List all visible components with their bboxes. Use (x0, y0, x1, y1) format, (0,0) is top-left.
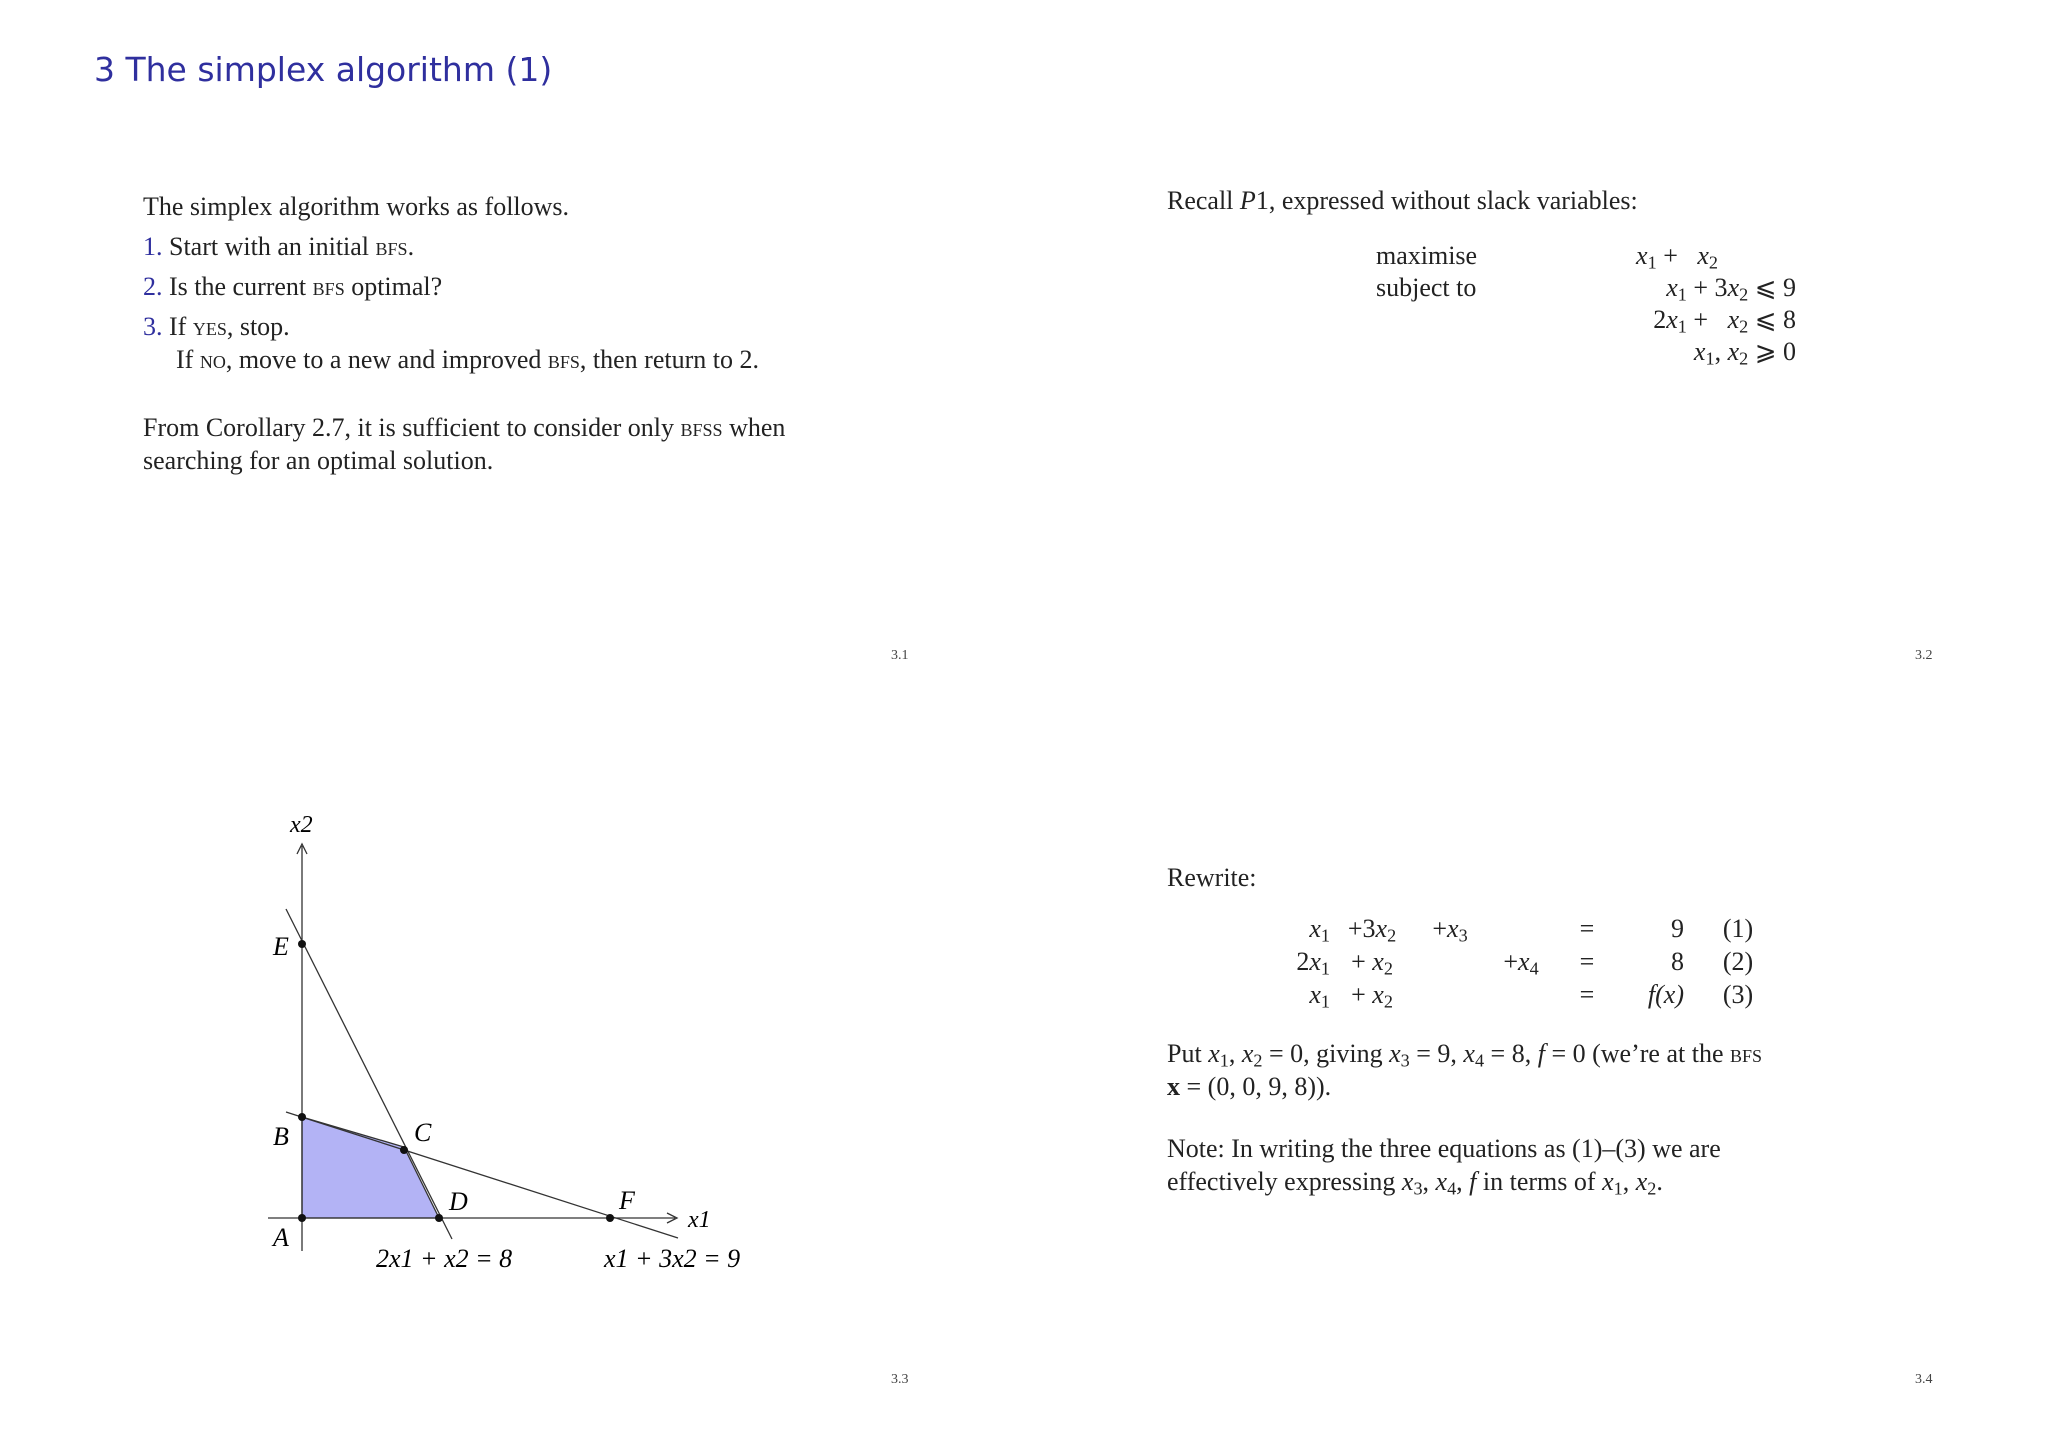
eq3-label: (3) (1722, 980, 1754, 1009)
eq1-rhs: 9 (1671, 914, 1684, 943)
nonnegativity: $x_1$, $x_2$ ⩾ 0 (1693, 337, 1796, 369)
label-a: A (273, 1223, 289, 1252)
eq2-x3 (1414, 945, 1486, 978)
step-2-post: optimal? (344, 272, 443, 301)
eq2-x1: $2x_1$ (1296, 947, 1330, 979)
axis-label-x1: x1 (688, 1207, 711, 1233)
blank-keyword-2 (1376, 336, 1536, 368)
step-3-cont-mid: , move to a new and improved (225, 345, 548, 374)
eq3-x4 (1486, 978, 1556, 1011)
note-pre: effectively expressing (1167, 1167, 1402, 1196)
corollary-abbr: bfss (680, 413, 723, 442)
eq1-label: (1) (1722, 914, 1754, 943)
recall-math: P (1239, 186, 1256, 215)
recall-pre: Recall (1167, 186, 1240, 215)
point-e (298, 940, 306, 948)
eq2-label: (2) (1722, 947, 1754, 976)
rewrite-label: Rewrite: (1167, 863, 1257, 892)
point-a (298, 1214, 306, 1222)
constraint-1: $x_1 + 3x_2$ ⩽ 9 (1666, 273, 1796, 305)
corollary-post: when (722, 413, 786, 442)
slide-3-4 (1024, 724, 2048, 1448)
point-c (400, 1146, 408, 1154)
eq3-rhs: f(x) (1647, 980, 1684, 1009)
point-b (298, 1113, 306, 1121)
slide-3-1 (0, 0, 1024, 724)
step-3-number: 3. (143, 312, 163, 341)
put-line-2: x = (0, 0, 9, 8)). (1167, 1072, 1332, 1101)
step-2-number: 2. (143, 272, 163, 301)
corollary-line-2: searching for an optimal solution. (143, 446, 494, 475)
slide-number: 3.3 (891, 1372, 909, 1387)
eq1-x3: $+x_3$ (1432, 914, 1468, 946)
step-3-continuation (176, 343, 759, 376)
page-title: 3 The simplex algorithm (1) (94, 50, 553, 89)
line-label-1: 2x1 + x2 = 8 (376, 1244, 513, 1273)
slide-3-3 (0, 724, 1024, 1448)
step-3-abbr: yes (192, 312, 227, 341)
eq2-rhs: 8 (1671, 947, 1684, 976)
line-label-2: x1 + 3x2 = 9 (604, 1244, 741, 1273)
slide-3-2 (1024, 0, 2048, 724)
step-3-pre: If (169, 312, 193, 341)
eq2-equals: = (1579, 947, 1595, 976)
recall-text (1167, 184, 1638, 217)
axis-label-x2: x2 (290, 812, 313, 838)
label-e: E (273, 932, 289, 961)
constraint-2: $2x_1 + x_2$ ⩽ 8 (1653, 305, 1796, 337)
step-1-post: . (407, 232, 415, 261)
subject-to-keyword: subject to (1376, 273, 1477, 302)
step-3-cont-pre: If (176, 345, 200, 374)
put-line-1: Put $x_1$, $x_2 = 0$, giving $x_3 = 9$, $x_4 = 8$, f = 0 (we’re at the bfs (1167, 1039, 1763, 1071)
feasible-region-graph (0, 724, 1024, 1448)
eq2-x2: + $x_2$ (1351, 947, 1393, 979)
eq1-x4 (1486, 912, 1556, 945)
slide-number: 3.2 (1915, 648, 1933, 663)
step-1-number: 1. (143, 232, 163, 261)
label-c: C (414, 1118, 432, 1147)
step-1-pre: Start with an initial (169, 232, 376, 261)
step-3 (143, 310, 290, 343)
note-line-2: effectively expressing $x_3$, $x_4$, f in terms of $x_1$, $x_2$. (1167, 1167, 1663, 1199)
note-mid: in terms of (1476, 1167, 1603, 1196)
note-line-1: Note: In writing the three equations as (1)–(3) we are (1167, 1134, 1721, 1163)
label-d: D (449, 1187, 468, 1216)
eq1-x2: $+3x_2$ (1347, 914, 1397, 946)
point-d (435, 1214, 443, 1222)
step-3-post: , stop. (226, 312, 290, 341)
label-b: B (273, 1122, 289, 1151)
eq3-x3 (1414, 978, 1486, 1011)
put-line-post: (we’re at the (1585, 1039, 1730, 1068)
corollary-pre: From Corollary 2.7, it is sufficient to consider only (143, 413, 681, 442)
point-f (606, 1214, 614, 1222)
step-2 (143, 270, 442, 303)
eq3-equals: = (1579, 980, 1595, 1009)
label-f: F (619, 1186, 635, 1215)
step-2-pre: Is the current (169, 272, 313, 301)
slide-number: 3.1 (891, 648, 909, 663)
step-2-abbr: bfs (312, 272, 345, 301)
lp-problem (1376, 240, 1796, 368)
step-3-cont-post: , then return to 2. (579, 345, 759, 374)
eq1-x1: $x_1$ (1309, 914, 1330, 946)
corollary-line-1 (143, 411, 785, 444)
objective: $x_1 + x_2$ (1636, 241, 1718, 273)
put-abbr: bfs (1729, 1039, 1763, 1068)
step-1-abbr: bfs (375, 232, 408, 261)
eq2-x4: $+x_4$ (1503, 947, 1539, 979)
recall-post: 1, expressed without slack variables: (1255, 186, 1638, 215)
step-3-cont-abbr-bfs: bfs (547, 345, 580, 374)
step-3-cont-abbr-no: no (199, 345, 226, 374)
slide-number: 3.4 (1915, 1372, 1933, 1387)
intro-text: The simplex algorithm works as follows. (143, 192, 570, 221)
blank-keyword (1376, 304, 1536, 336)
eq1-equals: = (1579, 914, 1595, 943)
maximise-keyword: maximise (1376, 241, 1478, 270)
step-1 (143, 230, 414, 263)
eq3-x2: + $x_2$ (1351, 980, 1393, 1012)
equation-system (1272, 912, 1778, 1011)
eq3-x1: $x_1$ (1309, 980, 1330, 1012)
